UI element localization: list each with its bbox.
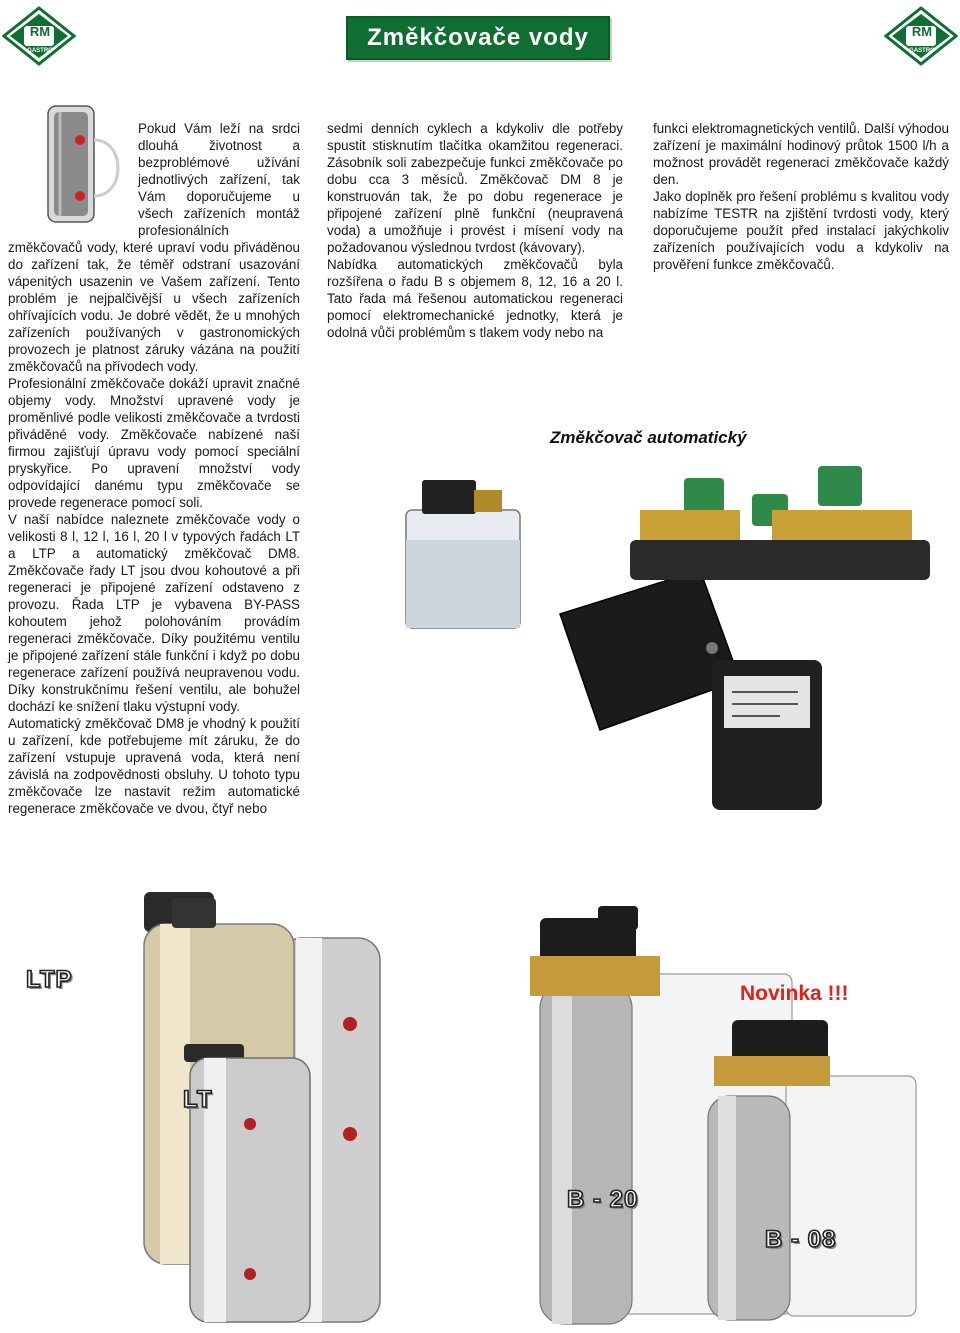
automatic-softener-caption: Změkčovač automatický bbox=[550, 428, 747, 447]
b-series-softeners-image bbox=[500, 900, 940, 1330]
novinka-badge: Novinka !!! bbox=[740, 982, 849, 1005]
column2-text bbox=[327, 120, 623, 341]
paragraph-dm8: Automatický změkčovač DM8 je vhodný k použití u zařízení, kde potřebujeme mít záruku, že do zařízení vstupuje upravená voda, která není závislá na zodpovědnosti obsluhy. U tohoto typu změkčovače lze nastavit režim automatické regenerace změkčovače ve dvou, čtyř nebo bbox=[8, 716, 300, 816]
logo-word-right: GASTRO bbox=[909, 48, 935, 54]
softener-image-small bbox=[40, 100, 132, 228]
logo-word-left: GASTRO bbox=[27, 48, 53, 54]
intro-paragraph-continued: změkčovačů vody, které upraví vodu přiváděnou do zařízení tak, že téměř odstraní usazování vápenitých usazenin ve Vašem zařízení. Tento problém je nejpalčivější u všech zařízeních ohřívajících vodu. Je dobré vědět, že u mnohých zařízeních používaných v gastronomických provozech je platnost záruky vázána na použití změkčovačů na přívodech vody. bbox=[8, 240, 300, 374]
paragraph-valves: funkci elektromagnetických ventilů. Další výhodou zařízení je maximální hodinový průtok 1500 l/h a možnost provádět regeneraci změkčovače každý den. bbox=[653, 121, 949, 187]
column1-text bbox=[8, 239, 300, 817]
page-title: Změkčovače vody bbox=[346, 16, 610, 60]
column3-text bbox=[653, 120, 949, 273]
lt-ltp-softeners-image bbox=[60, 884, 390, 1332]
logo-initials-left: RM bbox=[29, 24, 51, 39]
column1-intro-top bbox=[138, 120, 300, 239]
paragraph-capacity: Profesionální změkčovače dokáží upravit značné objemy vody. Množství upravené vody je proměnlivé podle velikosti změkčovače a tvrdosti přiváděné vody. Změkčovače nabízené naší firmou zajišťují úpravu vody pomocí speciální pryskyřice. Po upravení množství vody odpovídající danému typu změkčovače se provede regenerace pomocí soli. bbox=[8, 376, 300, 510]
label-b08: B - 08 bbox=[765, 1226, 837, 1253]
paragraph-offer: V naší nabídce naleznete změkčovače vody o velikosti 8 l, 12 l, 16 l, 20 l v typových řadách LT a LTP a automatický změkčovač DM8. Změkčovače řady LT jsou dvou kohoutové a při regeneraci je připojené zařízení odstaveno z provozu. Řada LTP je vybavena BY-PASS kohoutem jehož polohováním provádím regeneraci změkčovače. Díky použitému ventilu je připojené zařízení stále funkční i když po dobu regenerace zařízení používá neupravenou vodu. Díky konstrukčnímu řešení ventilu, ale bohužel dochází ke snížení tlaku výstupní vody. bbox=[8, 512, 300, 714]
label-ltp: LTP bbox=[26, 966, 73, 993]
automatic-softener-image bbox=[400, 448, 960, 868]
logo-initials-right: RM bbox=[911, 24, 933, 39]
paragraph-tester: Jako doplněk pro řešení problému s kvalitou vody nabízíme TESTR na zjištění tvrdosti vody, který doporučujeme použít před instalací jakýchkoliv zařízeních používajících vodu a kdykoliv na prověření funkce změkčovačů. bbox=[653, 189, 949, 272]
paragraph-cycles: sedmi denních cyklech a kdykoliv dle potřeby spustit stisknutím tlačítka okamžitou regeneraci. Zásobník soli zabezpečuje funkci změkčovače po dobu cca 3 měsíců. Změkčovač DM 8 je konstruován tak, že po dobu regenerace je připojené zařízení plně funkční (neupravená voda) a umožňuje i provést i mísení vody na požadovanou výslednou tvrdost (kávovary). bbox=[327, 121, 623, 255]
label-lt: LT bbox=[183, 1086, 213, 1113]
label-b20: B - 20 bbox=[567, 1186, 639, 1213]
paragraph-series-b: Nabídka automatických změkčovačů byla rozšířena o řadu B s objemem 8, 12, 16 a 20 l. Tato řada má řešenou automatickou regeneraci pomocí elektromechanické jednotky, která je odolná vůči problémům s tlakem vody nebo na bbox=[327, 257, 623, 340]
intro-paragraph: Pokud Vám leží na srdci dlouhá životnost a bezproblémové užívání jednotlivých zařízení, tak Vám doporučujeme u všech zařízeních montáž profesionálních bbox=[138, 121, 300, 238]
